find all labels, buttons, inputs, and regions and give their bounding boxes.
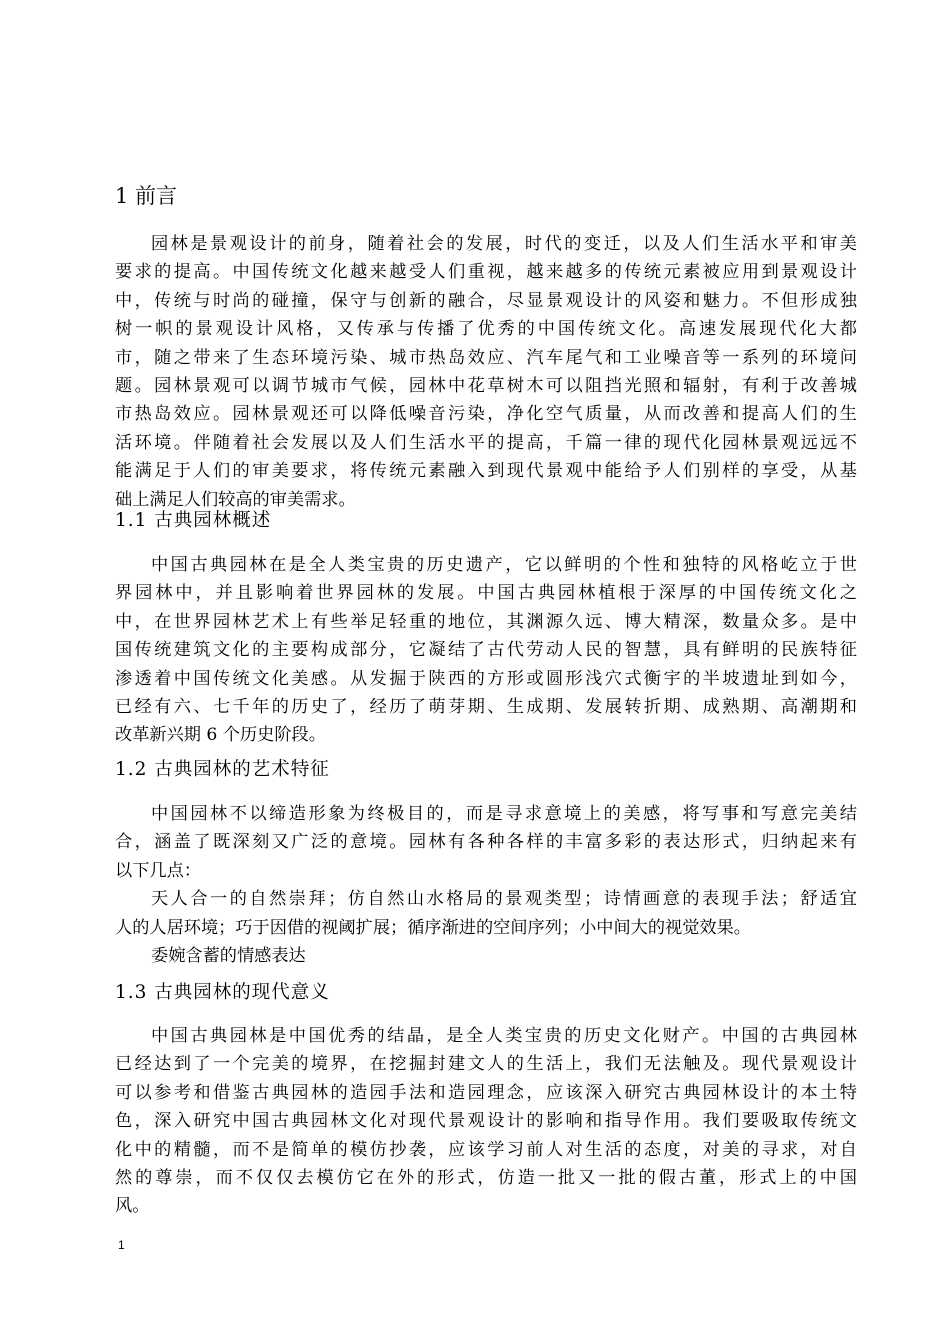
heading-preface: 1 前言 <box>115 184 178 208</box>
text-line: 题。园林景观可以调节城市气候，园林中花草树木可以阻挡光照和辐射，有利于改善城 <box>115 375 857 396</box>
text-line: 人的人居环境；巧于因借的视阈扩展；循序渐进的空间序列；小中间大的视觉效果。 <box>115 917 751 938</box>
text-line: 中，传统与时尚的碰撞，保守与创新的融合，尽显景观设计的风姿和魅力。不但形成独 <box>115 290 857 311</box>
paragraph-1-1 <box>115 551 857 750</box>
text-line: 以下几点： <box>115 860 201 881</box>
text-line: 然的尊崇，而不仅仅去模仿它在外的形式，仿造一批又一批的假古董，形式上的中国 <box>115 1167 857 1188</box>
text-line: 能满足于人们的审美要求，将传统元素融入到现代景观中能给予人们别样的享受，从基 <box>115 461 857 482</box>
text-line: 风。 <box>115 1196 150 1217</box>
text-line: 天人合一的自然崇拜；仿自然山水格局的景观类型；诗情画意的表现手法；舒适宜 <box>151 889 857 910</box>
text-line: 色，深入研究中国古典园林文化对现代景观设计的影响和指导作用。我们要吸取传统文 <box>115 1111 857 1132</box>
paragraph-1-2 <box>115 800 857 970</box>
text-line: 合，涵盖了既深刻又广泛的意境。园林有各种各样的丰富多彩的表达形式，归纳起来有 <box>115 832 857 853</box>
heading-1-1: 1.1 古典园林概述 <box>115 510 272 531</box>
text-line: 市热岛效应。园林景观还可以降低噪音污染，净化空气质量，从而改善和提高人们的生 <box>115 404 857 425</box>
text-line: 要求的提高。中国传统文化越来越受人们重视，越来越多的传统元素被应用到景观设计 <box>115 262 857 283</box>
text-line: 可以参考和借鉴古典园林的造园手法和造园理念，应该深入研究古典园林设计的本土特 <box>115 1082 857 1103</box>
text-line: 树一帜的景观设计风格，又传承与传播了优秀的中国传统文化。高速发展现代化大都 <box>115 319 857 340</box>
text-line: 化中的精髓，而不是简单的模仿抄袭，应该学习前人对生活的态度，对美的寻求，对自 <box>115 1139 857 1160</box>
paragraph-intro <box>115 230 857 514</box>
text-line: 中，在世界园林艺术上有些举足轻重的地位，其渊源久远、博大精深，数量众多。是中 <box>115 611 857 632</box>
paragraph-1-3 <box>115 1022 857 1221</box>
text-line: 已经达到了一个完美的境界，在挖掘封建文人的生活上，我们无法触及。现代景观设计 <box>115 1054 857 1075</box>
heading-1-3: 1.3 古典园林的现代意义 <box>115 982 330 1003</box>
text-line: 中国古典园林是中国优秀的结晶，是全人类宝贵的历史文化财产。中国的古典园林 <box>151 1026 857 1046</box>
text-line: 渗透着中国传统文化美感。从发掘于陕西的方形或圆形浅穴式衡宇的半坡遗址到如今， <box>115 668 857 689</box>
text-line: 活环境。伴随着社会发展以及人们生活水平的提高，千篇一律的现代化园林景观远远不 <box>115 432 857 453</box>
text-line: 市，随之带来了生态环境污染、城市热岛效应、汽车尾气和工业噪音等一系列的环境问 <box>115 347 857 368</box>
text-line: 中国古典园林在是全人类宝贵的历史遗产，它以鲜明的个性和独特的风格屹立于世 <box>151 555 857 575</box>
text-line: 改革新兴期 6 个历史阶段。 <box>115 725 326 746</box>
text-line: 已经有六、七千年的历史了，经历了萌芽期、生成期、发展转折期、成熟期、高潮期和 <box>115 696 857 717</box>
text-line: 础上满足人们较高的审美需求。 <box>115 489 356 510</box>
text-line: 中国园林不以缔造形象为终极目的，而是寻求意境上的美感，将写事和写意完美结 <box>151 804 857 824</box>
text-line: 委婉含蓄的情感表达 <box>151 945 306 966</box>
page-number: 1 <box>118 1238 125 1252</box>
text-line: 国传统建筑文化的主要构成部分，它凝结了古代劳动人民的智慧，具有鲜明的民族特征 <box>115 640 857 661</box>
heading-1-2: 1.2 古典园林的艺术特征 <box>115 759 330 780</box>
text-line: 园林是景观设计的前身，随着社会的发展，时代的变迁，以及人们生活水平和审美 <box>151 234 857 254</box>
text-line: 界园林中，并且影响着世界园林的发展。中国古典园林植根于深厚的中国传统文化之 <box>115 583 857 604</box>
